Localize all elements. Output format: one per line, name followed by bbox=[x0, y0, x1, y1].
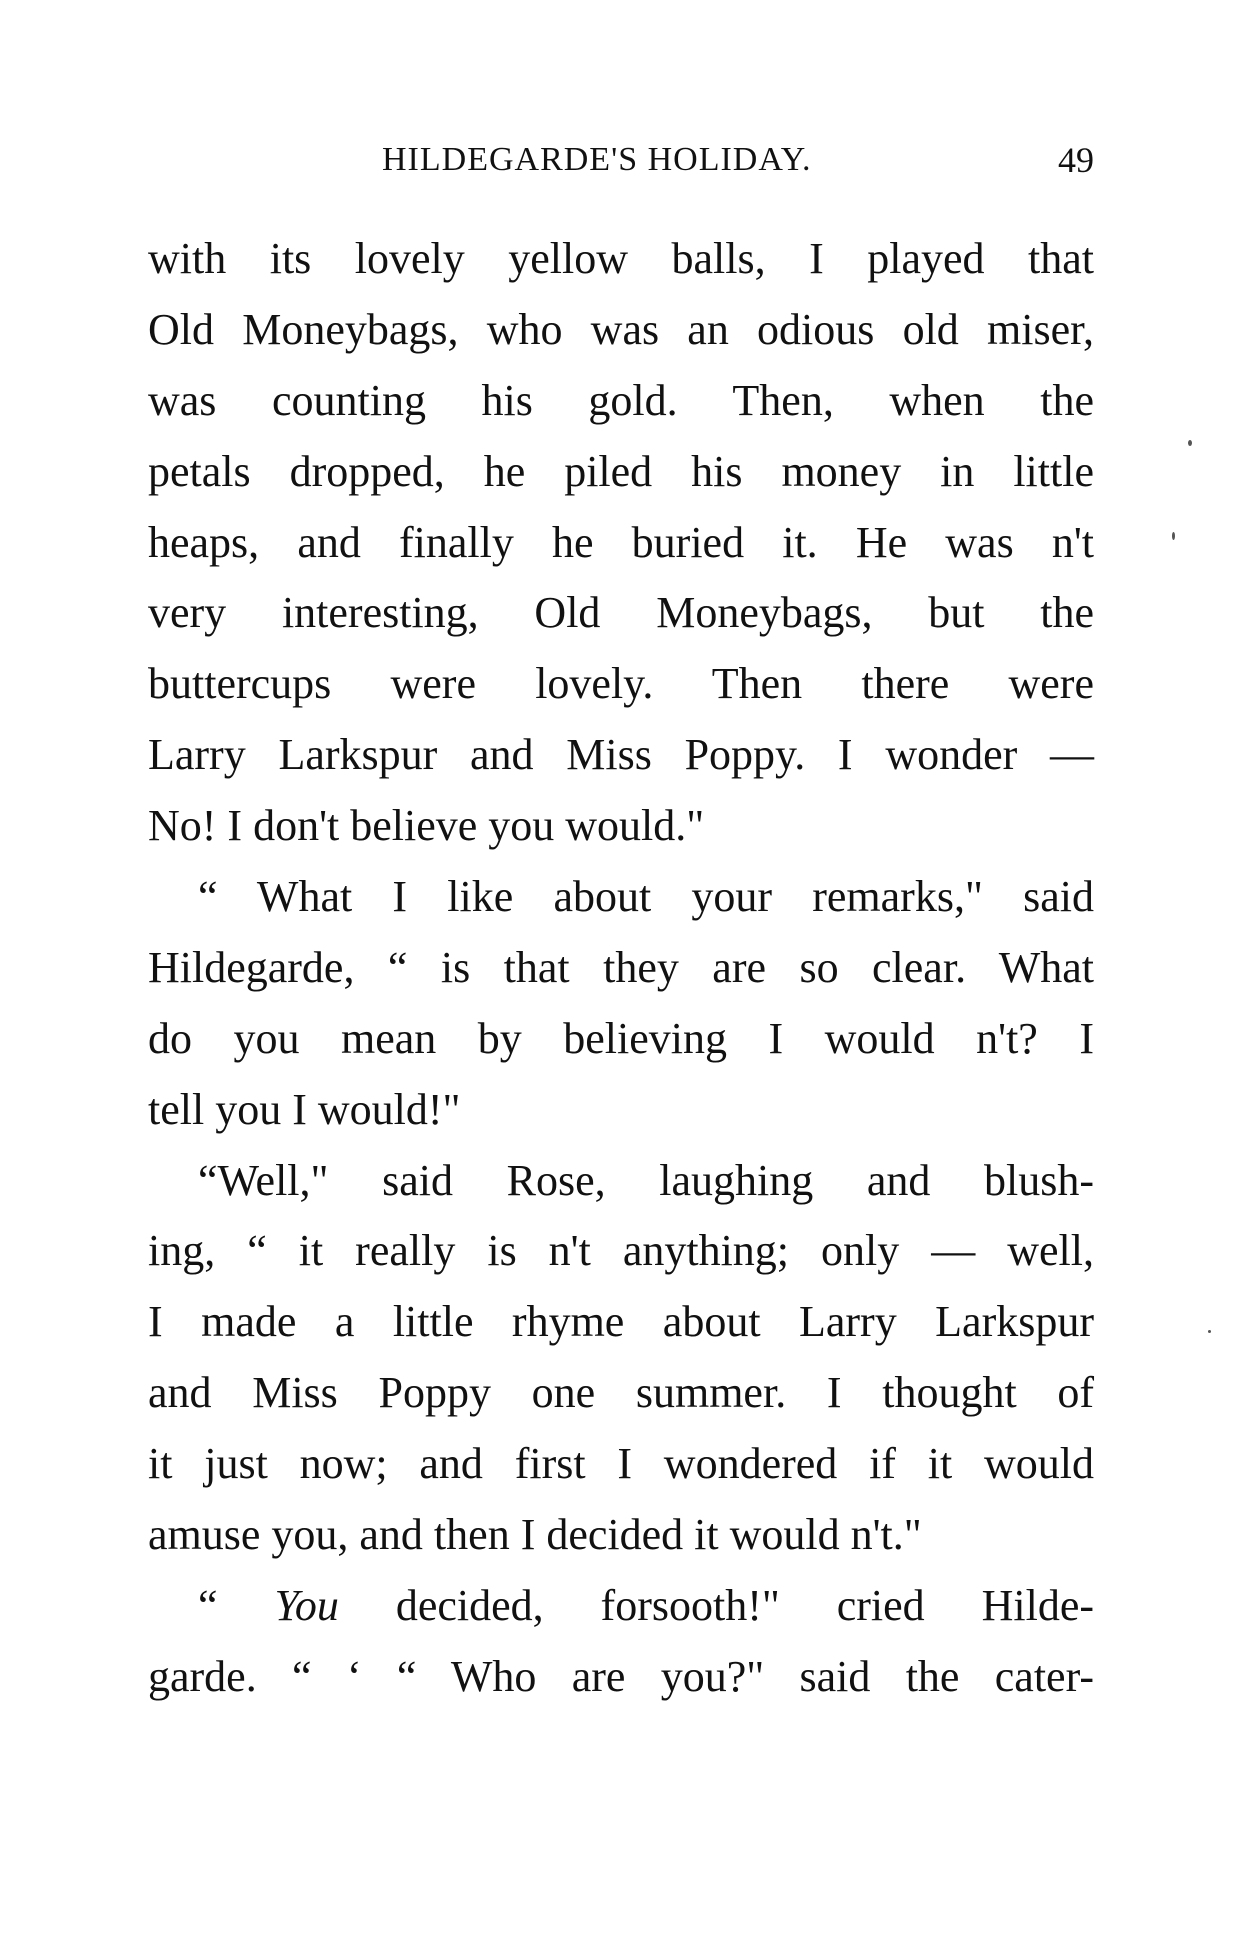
text-line: with its lovely yellow balls, I played that bbox=[148, 234, 1094, 283]
margin-speck bbox=[1188, 440, 1192, 446]
margin-speck bbox=[1208, 1330, 1211, 1333]
text-line: Old Moneybags, who was an odious old miser, bbox=[148, 304, 1094, 354]
text-line: petals dropped, he piled his money in little bbox=[148, 446, 1094, 496]
text-line: garde. “ ‘ “ Who are you?" said the cater- bbox=[148, 1651, 1094, 1701]
line-remainder: decided, forsooth!" cried Hilde- bbox=[338, 1580, 1094, 1630]
text-line: I made a little rhyme about Larry Larkspur bbox=[148, 1297, 1094, 1347]
running-title: HILDEGARDE'S HOLIDAY. bbox=[382, 141, 812, 178]
margin-speck bbox=[1172, 532, 1175, 540]
text-line: was counting his gold. Then, when the bbox=[148, 375, 1094, 425]
text-line: heaps, and finally he buried it. He was n't bbox=[148, 517, 1094, 567]
text-line: it just now; and first I wondered if it would bbox=[148, 1439, 1094, 1489]
paragraph-end-line: No! I don't believe you would." bbox=[148, 801, 705, 851]
text-line: Larry Larkspur and Miss Poppy. I wonder — bbox=[148, 730, 1094, 780]
italic-word: You bbox=[274, 1580, 339, 1630]
open-quote: “ bbox=[198, 1580, 275, 1630]
paragraph-end-line: amuse you, and then I decided it would n't." bbox=[148, 1510, 922, 1560]
paragraph-start-line: “Well," said Rose, laughing and blush- bbox=[198, 1155, 1094, 1205]
paragraph-end-line: tell you I would!" bbox=[148, 1084, 461, 1134]
paragraph-start-line: “ What I like about your remarks," said bbox=[198, 872, 1094, 922]
body-text bbox=[148, 224, 1094, 1713]
text-line: do you mean by believing I would n't? I bbox=[148, 1013, 1094, 1063]
running-head bbox=[148, 135, 1094, 185]
text-line: buttercups were lovely. Then there were bbox=[148, 659, 1094, 709]
page-number: 49 bbox=[1058, 140, 1094, 180]
paragraph-start-line bbox=[148, 1571, 1094, 1642]
text-line: very interesting, Old Moneybags, but the bbox=[148, 588, 1094, 638]
text-line: ing, “ it really is n't anything; only — well, bbox=[148, 1226, 1094, 1276]
text-line: and Miss Poppy one summer. I thought of bbox=[148, 1368, 1094, 1418]
text-line: Hildegarde, “ is that they are so clear. What bbox=[148, 942, 1094, 992]
